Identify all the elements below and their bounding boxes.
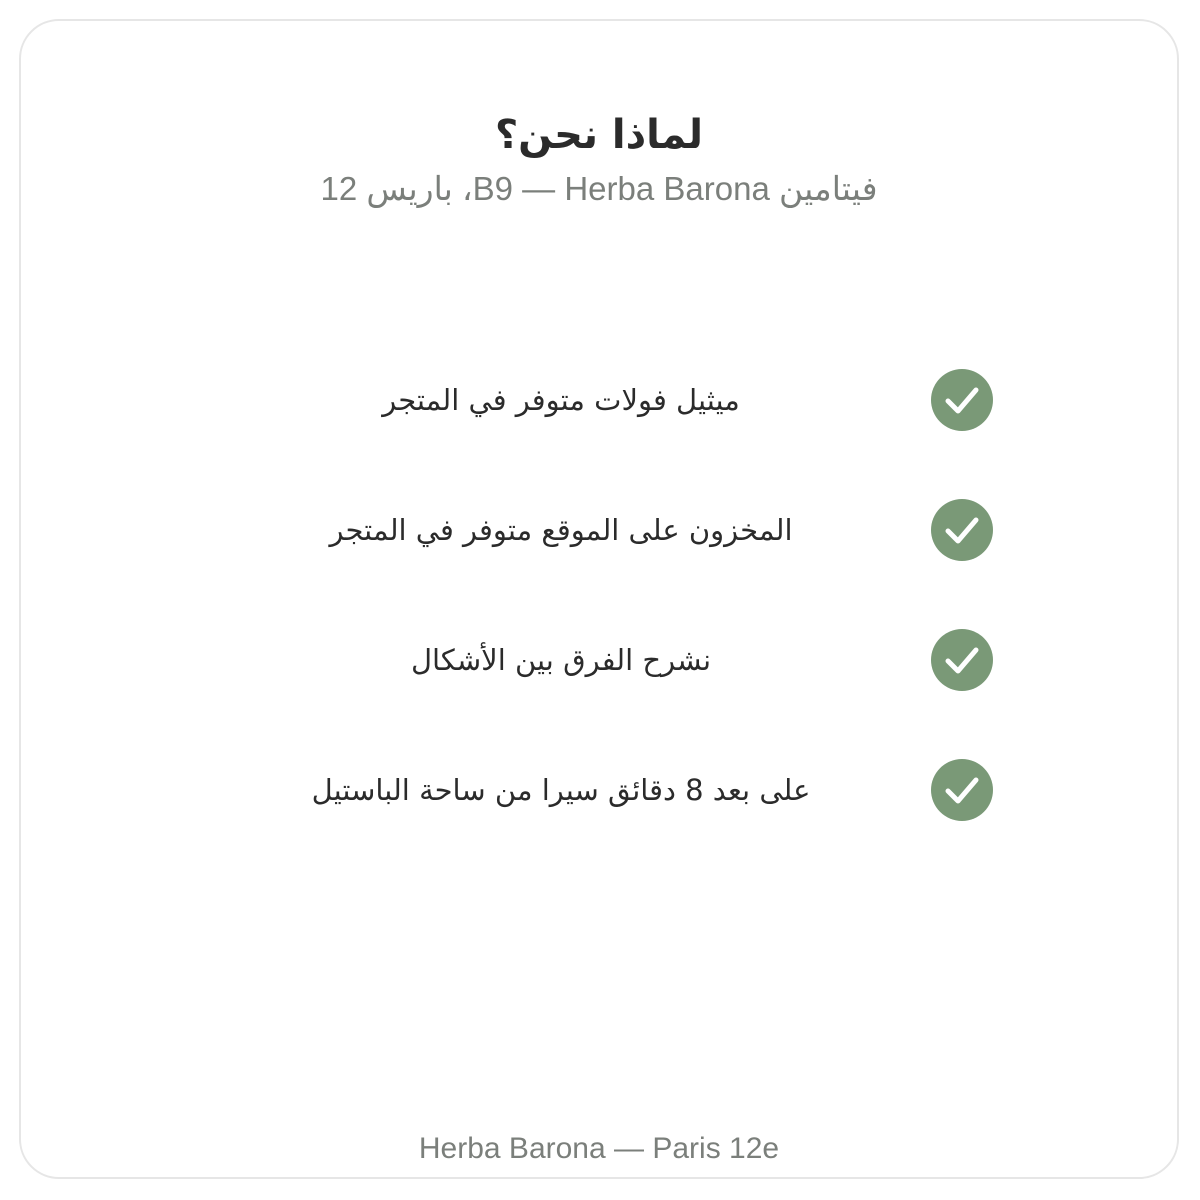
check-circle-icon	[931, 499, 993, 561]
check-circle-icon	[931, 369, 993, 431]
page-title: لماذا نحن؟	[494, 112, 704, 158]
feature-label: على بعد 8 دقائق سيرا من ساحة الباستيل	[311, 773, 811, 807]
check-circle-icon	[931, 759, 993, 821]
feature-label: المخزون على الموقع متوفر في المتجر	[329, 513, 793, 547]
footer-text: Herba Barona — Paris 12e	[418, 1132, 780, 1165]
feature-item	[21, 758, 1177, 822]
page-subtitle: فيتامين B9 — Herba Barona، باريس 12	[320, 170, 878, 207]
feature-item	[21, 368, 1177, 432]
feature-label: نشرح الفرق بين الأشكال	[410, 643, 712, 677]
feature-item	[21, 628, 1177, 692]
check-circle-icon	[931, 629, 993, 691]
feature-label: ميثيل فولات متوفر في المتجر	[382, 383, 740, 417]
info-card	[19, 19, 1179, 1179]
feature-item	[21, 498, 1177, 562]
